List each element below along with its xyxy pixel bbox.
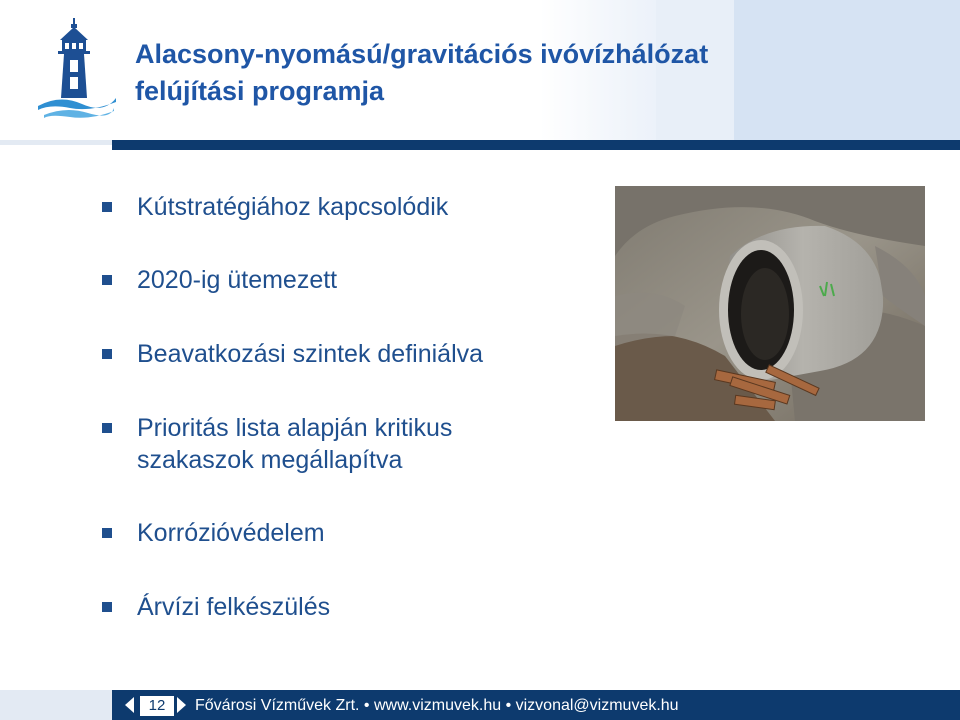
list-item-text: Beavatkozási szintek definiálva bbox=[137, 340, 484, 368]
bullet-square-icon bbox=[102, 423, 112, 433]
bullet-square-icon bbox=[102, 528, 112, 538]
list-item-text: Korrózióvédelem bbox=[137, 519, 325, 547]
list-item-text-line2: szakaszok megállapítva bbox=[137, 446, 403, 474]
company-logo-icon bbox=[30, 18, 120, 123]
pipe-excavation-photo bbox=[615, 186, 925, 421]
bullet-square-icon bbox=[102, 202, 112, 212]
bullet-square-icon bbox=[102, 275, 112, 285]
footer-contact-text: Fővárosi Vízművek Zrt. • www.vizmuvek.hu • vizvonal@vizmuvek.hu bbox=[195, 697, 679, 714]
previous-slide-icon[interactable] bbox=[125, 697, 134, 713]
header-rule-dark bbox=[112, 140, 960, 150]
page-title bbox=[135, 36, 835, 110]
footer-bar bbox=[0, 690, 960, 720]
list-item-text: Árvízi felkészülés bbox=[137, 593, 331, 621]
list-item-text: 2020-ig ütemezett bbox=[137, 266, 338, 294]
page-title-line2: felújítási programja bbox=[135, 76, 385, 106]
list-item-text: Kútstratégiához kapcsolódik bbox=[137, 193, 449, 221]
page-title-line1: Alacsony-nyomású/gravitációs ivóvízhálózat bbox=[135, 39, 709, 69]
bullet-square-icon bbox=[102, 602, 112, 612]
list-item-text-line1: Prioritás lista alapján kritikus bbox=[137, 414, 453, 442]
bullet-square-icon bbox=[102, 349, 112, 359]
page-number: 12 bbox=[140, 696, 174, 716]
next-slide-icon[interactable] bbox=[177, 697, 186, 713]
